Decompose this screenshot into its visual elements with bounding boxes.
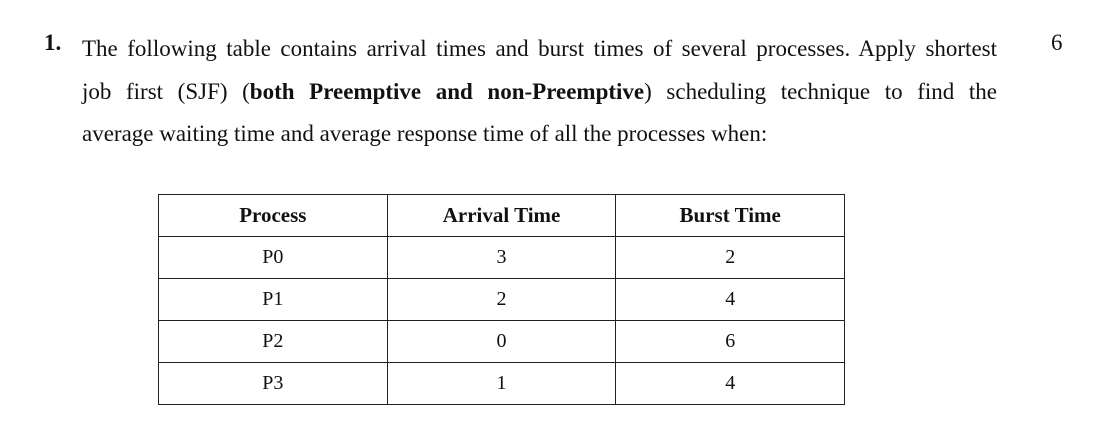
cell-arrival-time: 0 — [387, 321, 616, 363]
cell-burst-time: 4 — [616, 279, 845, 321]
table-row — [159, 237, 845, 279]
header-burst-time: Burst Time — [616, 195, 845, 237]
cell-burst-time: 4 — [616, 363, 845, 405]
question-text — [82, 28, 997, 156]
cell-arrival-time: 2 — [387, 279, 616, 321]
cell-process: P1 — [159, 279, 388, 321]
question-line-1: The following table contains arrival times and burst times of several processes. Apply shortest — [82, 36, 997, 61]
cell-process: P2 — [159, 321, 388, 363]
table-row — [159, 321, 845, 363]
process-table — [158, 194, 845, 405]
table-header-row — [159, 195, 845, 237]
cell-process: P3 — [159, 363, 388, 405]
question-line-2-start: job first (SJF) ( — [82, 78, 250, 104]
cell-arrival-time: 1 — [387, 363, 616, 405]
question-line-2-end: ) scheduling technique to find the — [644, 78, 997, 104]
question-line-2 — [82, 71, 997, 114]
cell-arrival-time: 3 — [387, 237, 616, 279]
header-process: Process — [159, 195, 388, 237]
cell-process: P0 — [159, 237, 388, 279]
cell-burst-time: 6 — [616, 321, 845, 363]
question-marks: 6 — [1051, 30, 1063, 55]
question-number: 1. — [44, 30, 62, 55]
cell-burst-time: 2 — [616, 237, 845, 279]
table-row — [159, 363, 845, 405]
table-row — [159, 279, 845, 321]
question-emphasis: both Preemptive and non-Preemptive — [249, 78, 645, 104]
header-arrival-time: Arrival Time — [387, 195, 616, 237]
question-line-3: average waiting time and average response time of all the processes when: — [82, 121, 768, 146]
